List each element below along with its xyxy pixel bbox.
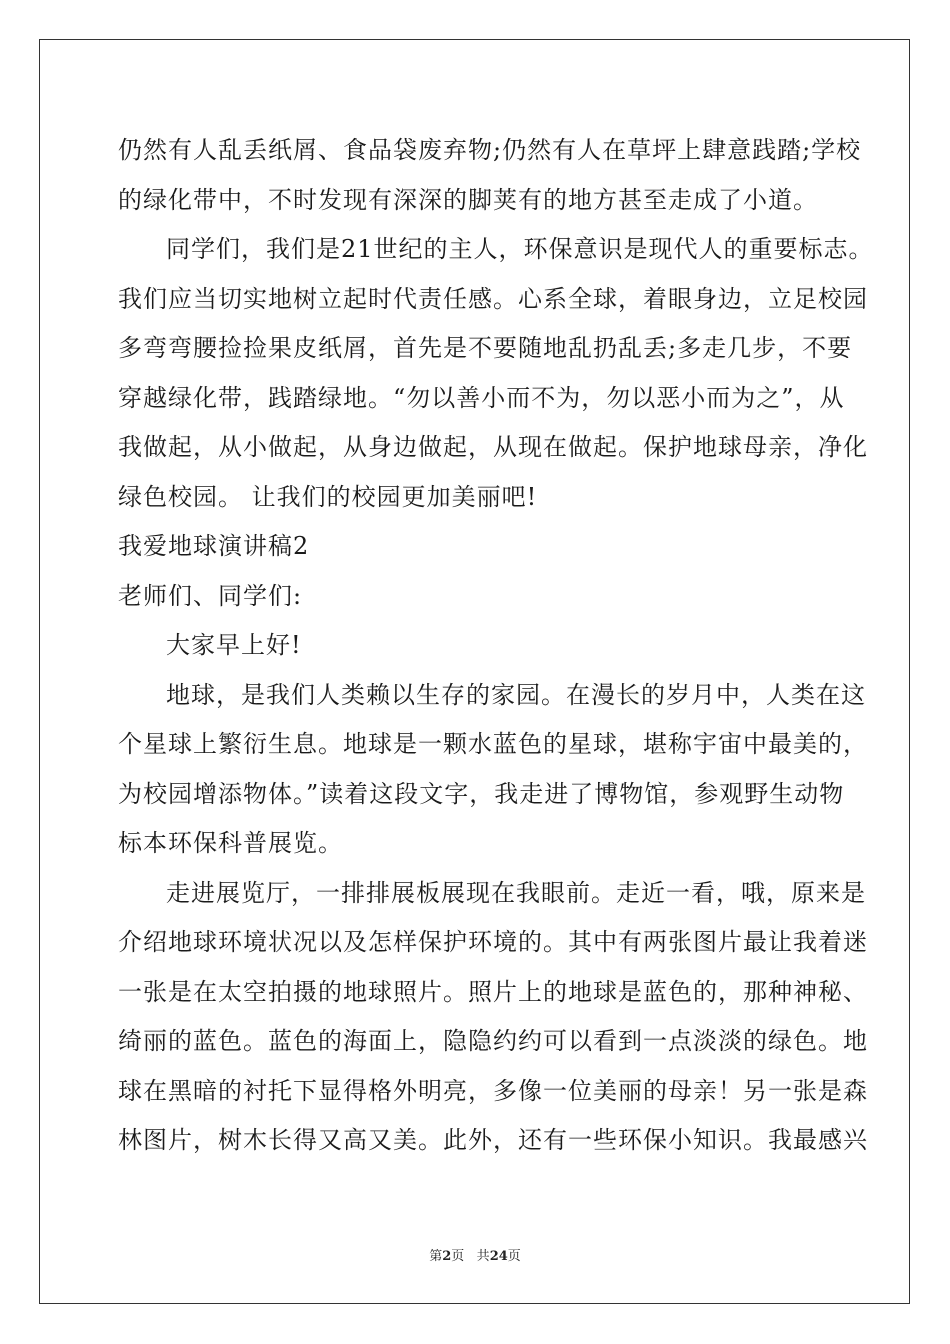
- total-suffix: 页: [507, 1249, 521, 1264]
- text-line: 个星球上繁衍生息。地球是一颗水蓝色的星球，堪称宇宙中最美的，: [118, 730, 868, 758]
- text-line: 绿色校园。 让我们的校园更加美丽吧!: [118, 482, 538, 511]
- text-line: 穿越绿化带，践踏绿地。“勿以善小而不为，勿以恶小而为之”，从: [118, 383, 845, 412]
- text-line: 介绍地球环境状况以及怎样保护环境的。其中有两张图片最让我着迷: [118, 928, 868, 956]
- salutation: 老师们、同学们:: [118, 581, 303, 610]
- text-line: 多弯弯腰捡捡果皮纸屑，首先是不要随地乱扔乱丢;多走几步，不要: [118, 334, 853, 362]
- page-footer: [0, 1245, 950, 1264]
- section-title: 我爱地球演讲稿2: [118, 532, 310, 560]
- text-line: 同学们，我们是21世纪的主人，环保意识是现代人的重要标志。: [166, 235, 874, 263]
- text-line: 仍然有人乱丢纸屑、食品袋废弃物;仍然有人在草坪上肆意践踏;学校: [118, 136, 862, 164]
- text-line: 的绿化带中，不时发现有深深的脚荚有的地方甚至走成了小道。: [118, 185, 818, 214]
- text-line: 标本环保科普展览。: [118, 829, 343, 857]
- text-line: 绮丽的蓝色。蓝色的海面上，隐隐约约可以看到一点淡淡的绿色。地: [118, 1027, 868, 1055]
- text-line: 我们应当切实地树立起时代责任感。心系全球，着眼身边，立足校园: [118, 284, 868, 313]
- text-line: 球在黑暗的衬托下显得格外明亮，多像一位美丽的母亲！另一张是森: [118, 1076, 868, 1105]
- page-prefix: 第: [429, 1249, 443, 1264]
- text-line: 林图片，树木长得又高又美。此外，还有一些环保小知识。我最感兴: [118, 1126, 868, 1154]
- text-line: 我做起，从小做起，从身边做起，从现在做起。保护地球母亲，净化: [118, 433, 868, 461]
- total-prefix: 共: [476, 1249, 490, 1264]
- text-line: 走进展览厅，一排排展板展现在我眼前。走近一看，哦，原来是: [166, 878, 866, 907]
- page-number: 2: [442, 1249, 452, 1264]
- text-line: 地球，是我们人类赖以生存的家园。在漫长的岁月中，人类在这: [166, 680, 866, 709]
- total-pages: 24: [489, 1249, 508, 1264]
- greeting: 大家早上好!: [166, 631, 302, 659]
- document-body: [118, 128, 874, 1168]
- text-line: 一张是在太空拍摄的地球照片。照片上的地球是蓝色的，那种神秘、: [118, 977, 868, 1006]
- text-line: 为校园增添物体。”读着这段文字，我走进了博物馆，参观野生动物: [118, 779, 845, 808]
- page-suffix: 页: [451, 1249, 465, 1264]
